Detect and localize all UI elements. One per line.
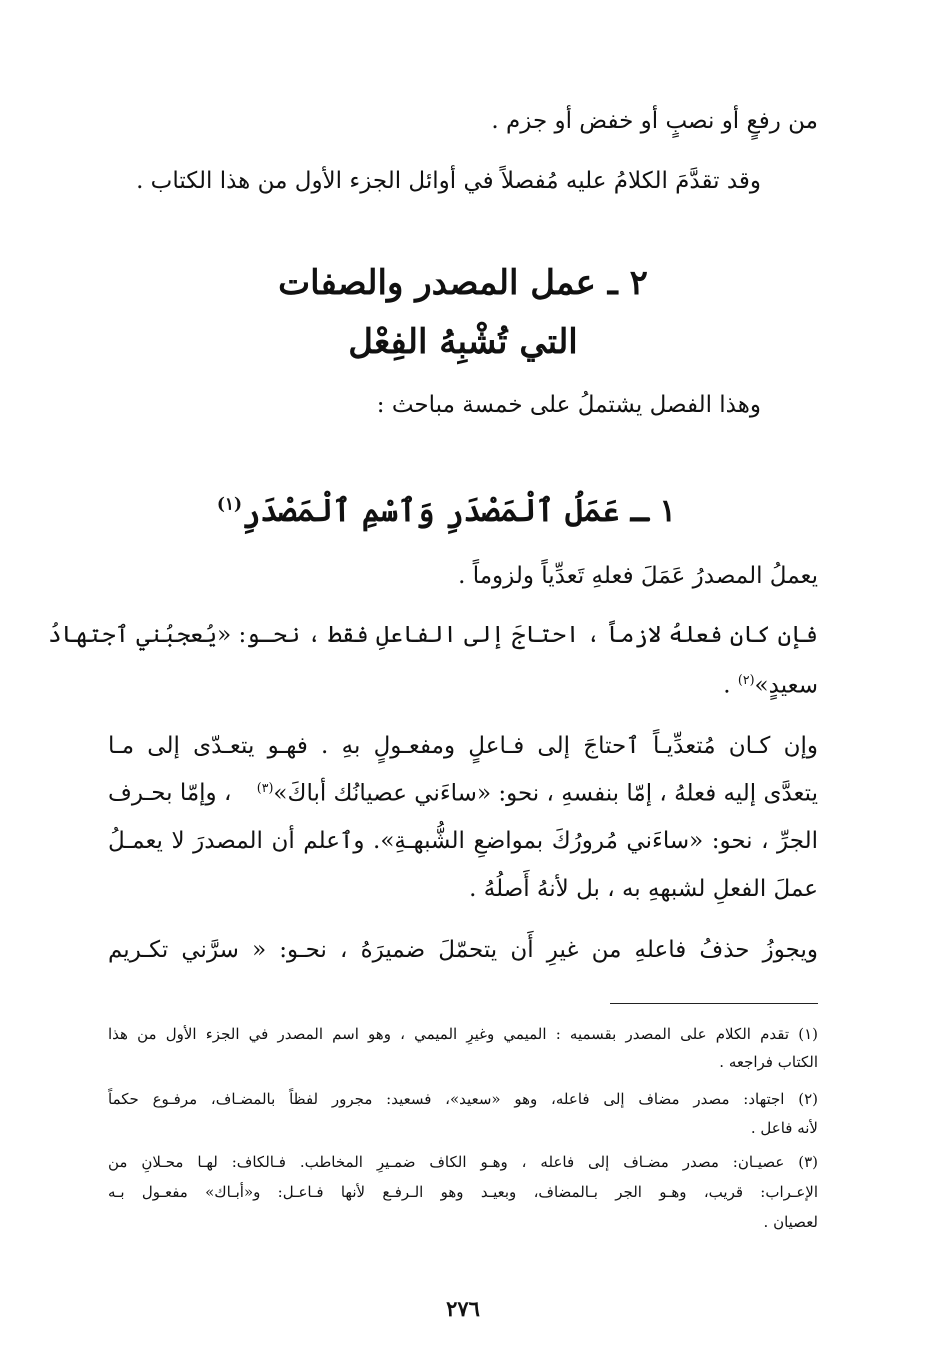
- footnote-3-line2: الإعـراب: قريب، وهـو الجر بـالمضاف، وبعيـد وهو الـرفـع لأنها فـاعـل: و«أبـاك» مفعـول بـه: [108, 1183, 818, 1201]
- chapter-intro: وهذا الفصل يشتملُ على خمسة مباحث :: [376, 392, 761, 418]
- paragraph-3-line3: الجرِّ ، نحو: «ساءَني مُرورُكَ بمواضعِ الشُّبهـةِ». وٱعلم أن المصدرَ لا يعمـلُ: [108, 828, 818, 854]
- footnote-ref-3: (٣): [256, 780, 274, 795]
- section-title-text: ١ ـ عَمَلُ ٱلْمَصْدَرِ وَٱسْمِ ٱلْمَصْدَرِ: [242, 493, 676, 529]
- footnote-separator: [610, 1003, 818, 1004]
- paragraph-3-line1: وإن كـان مُتعدِّيـاً ٱحتاجَ إلى فـاعلٍ ومفعـولٍ بهِ . فهـو يتعـدّى إلى مـا: [108, 733, 818, 759]
- chapter-title-line1: ٢ ـ عمل المصدر والصفات: [278, 263, 648, 303]
- paragraph-3-line2: [108, 780, 818, 807]
- footnote-1-line1: (١) تقدم الكلام على المصدر بقسميه : الميمي وغيرِ الميمي ، وهو اسم المصدر في الجزء الأول من هذا: [108, 1025, 818, 1043]
- chapter-title-line2: التي تُشْبِهُ الفِعْل: [348, 322, 578, 362]
- paragraph-3-line2-start: [257, 780, 818, 807]
- page-number: ٢٧٦: [446, 1296, 480, 1321]
- paragraph-2-line2: [723, 672, 818, 699]
- paragraph-3-line4: عملَ الفعلِ لشبههِ به ، بل لأنهُ أَصلُهُ .: [469, 876, 818, 902]
- paragraph-previous-reference: وقد تقدَّمَ الكلامُ عليه مُفصلاً في أوائل الجزء الأول من هذا الكتاب .: [136, 168, 761, 194]
- footnote-2-line2: لأنه فاعل .: [750, 1119, 818, 1137]
- footnote-ref-2: (٢): [737, 672, 755, 687]
- section-title: [217, 493, 676, 529]
- paragraph-2-line1: فإن كان فعلهُ لازماً ، احتاجَ إلى الفاعلِ فقط ، نحـو: «يُعجبُني ٱجتهادُ: [48, 622, 818, 648]
- paragraph-3-line2-text: يتعدَّى إليه فعلهُ ، إمّا بنفسهِ ، نحو: «ساءَني عصيانُك أباكَ»: [273, 780, 818, 807]
- footnote-2-line1: (٢) اجتهاد: مصدر مضاف إلى فاعله، وهو «سعيد»، فسعيد: مجرور لفظاً بالمضـاف، مرفـوع حكماً: [108, 1090, 818, 1108]
- paragraph-2-line2-text: سعيدٍ»: [754, 672, 818, 699]
- paragraph-1: يعملُ المصدرُ عَمَلَ فعلهِ تَعدِّياً ولزوماً .: [458, 563, 818, 589]
- paragraph-4-line1: ويجوزُ حذفُ فاعلهِ من غيرِ أَن يتحمّلَ ضميرَهُ ، نحـو: « سرَّني تكـريم: [108, 937, 818, 963]
- paragraph-2-period: .: [723, 672, 731, 699]
- continuation-line: من رفعٍ أو نصبٍ أو خفض أو جزم .: [491, 108, 818, 134]
- paragraph-3-line2-end: ، وإمّا بحـرف: [108, 780, 232, 806]
- footnote-3-line3: لعصيان .: [763, 1213, 818, 1231]
- footnote-ref-1: (١): [216, 494, 243, 515]
- footnote-1-line2: الكتاب فراجعه .: [719, 1053, 818, 1071]
- footnote-3-line1: (٣) عصيـان: مصدر مضـاف إلى فاعله ، وهـو الكاف ضمـيرِ المخاطب. فـالكاف: لهـا محـلانِ من: [108, 1153, 818, 1171]
